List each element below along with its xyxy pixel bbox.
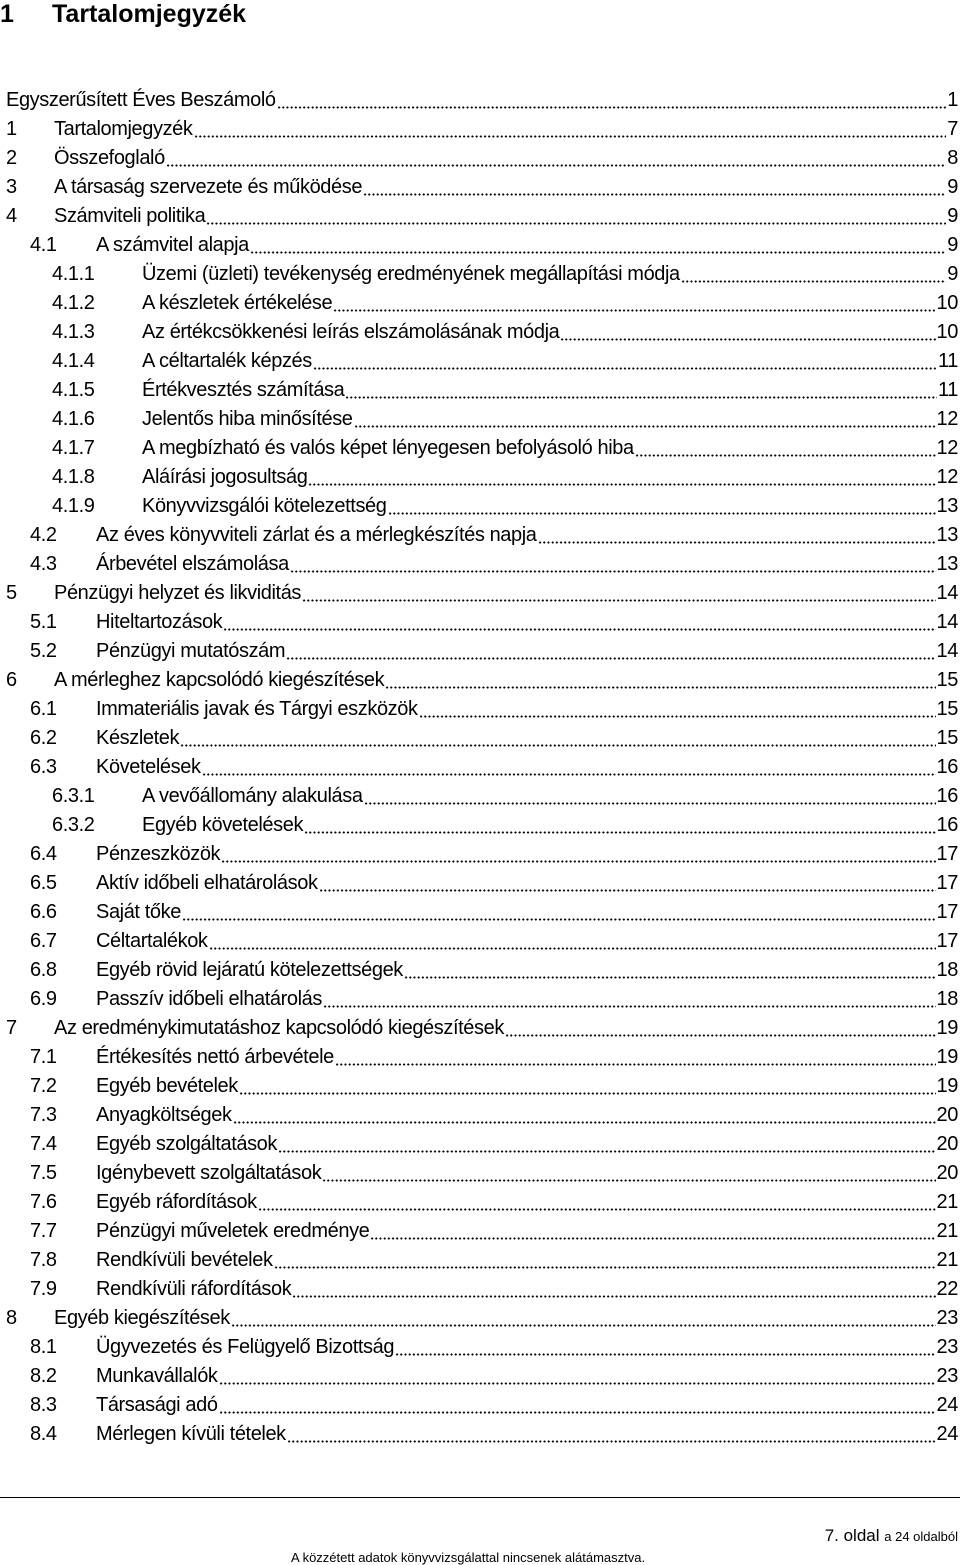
toc-entry-title: Egyéb ráfordítások [96,1191,257,1213]
toc-entry-number: 8.1 [30,1336,57,1358]
dot-leader [180,724,935,753]
toc-entry-number: 7.8 [30,1249,57,1271]
dot-leader [206,202,946,231]
toc-entry-number: 6.4 [30,843,57,865]
toc-entry-title: Pénzeszközök [96,843,221,865]
toc-entry-number: 6.3 [30,756,57,778]
toc-entry-number: 7.3 [30,1104,57,1126]
toc-entry-page: 20 [936,1133,958,1155]
toc-entry-title: Jelentős hiba minősítése [142,408,353,430]
toc-entry[interactable] [0,318,958,347]
dot-leader [345,376,937,405]
toc-entry-page: 17 [936,843,958,865]
toc-entry-number: 4.2 [30,524,57,546]
toc-entry-title: Rendkívüli ráfordítások [96,1278,292,1300]
toc-entry[interactable] [0,753,958,782]
toc-entry[interactable] [0,869,958,898]
toc-entry-page: 23 [936,1307,958,1329]
toc-entry-page: 15 [936,727,958,749]
dot-leader [277,86,947,115]
toc-entry-number: 7.1 [30,1046,57,1068]
toc-entry[interactable] [0,898,958,927]
dot-leader [385,666,935,695]
toc-entry-number: 4.1.3 [52,321,95,343]
toc-entry-number: 6.7 [30,930,57,952]
dot-leader [363,173,946,202]
toc-entry[interactable] [0,202,958,231]
toc-entry-page: 16 [936,785,958,807]
toc-entry-number: 6.3.2 [52,814,95,836]
toc-entry-number: 7 [6,1017,17,1039]
toc-entry[interactable] [0,86,958,115]
dot-leader [404,956,936,985]
toc-entry-number: 4.1.9 [52,495,95,517]
toc-entry-number: 7.2 [30,1075,57,1097]
toc-entry-page: 21 [936,1220,958,1242]
toc-entry[interactable] [0,115,958,144]
toc-entry-title: A készletek értékelése [142,292,333,314]
toc-entry-number: 4.1 [30,234,57,256]
toc-entry-title: Árbevétel elszámolása [96,553,289,575]
toc-entry[interactable] [0,1101,958,1130]
page-current: 7. oldal [824,1526,880,1545]
toc-entry-title: Üzemi (üzleti) tevékenység eredményének megállapítási módja [142,263,680,285]
toc-entry-number: 7.9 [30,1278,57,1300]
toc-entry-page: 9 [947,205,958,227]
toc-entry[interactable] [0,1333,958,1362]
toc-entry-title: Könyvvizsgálói kötelezettség [142,495,387,517]
toc-entry-page: 13 [936,495,958,517]
toc-entry-number: 8.3 [30,1394,57,1416]
toc-entry-page: 12 [936,466,958,488]
dot-leader [308,463,935,492]
toc-entry-number: 3 [6,176,17,198]
dot-leader [304,811,935,840]
toc-entry-number: 6.9 [30,988,57,1010]
toc-entry[interactable] [0,782,958,811]
toc-entry-page: 21 [936,1249,958,1271]
dot-leader [419,695,936,724]
dot-leader [323,985,936,1014]
toc-entry-page: 16 [936,814,958,836]
toc-entry[interactable] [0,1391,958,1420]
toc-entry-number: 5.2 [30,640,57,662]
toc-entry[interactable] [0,492,958,521]
dot-leader [333,289,935,318]
toc-entry[interactable] [0,927,958,956]
toc-entry[interactable] [0,1420,958,1449]
toc-entry-title: Egyéb szolgáltatások [96,1133,278,1155]
toc-entry-page: 19 [936,1017,958,1039]
toc-entry-number: 6.2 [30,727,57,749]
toc-entry[interactable] [0,608,958,637]
toc-entry-title: Egyéb rövid lejáratú kötelezettségek [96,959,403,981]
toc-entry-title: A céltartalék képzés [142,350,312,372]
toc-entry[interactable] [0,144,958,173]
toc-entry[interactable] [0,347,958,376]
toc-entry-number: 6.5 [30,872,57,894]
toc-entry[interactable] [0,840,958,869]
toc-entry-title: Az eredménykimutatáshoz kapcsolódó kiegészítések [54,1017,504,1039]
dot-leader [364,782,936,811]
toc-entry-page: 19 [936,1046,958,1068]
toc-entry-page: 15 [936,669,958,691]
dot-leader [182,898,936,927]
toc-entry-page: 10 [936,321,958,343]
toc-entry-title: A számvitel alapja [96,234,249,256]
toc-entry-title: Rendkívüli bevételek [96,1249,273,1271]
toc-entry[interactable] [0,1362,958,1391]
toc-entry[interactable] [0,260,958,289]
toc-entry-number: 4 [6,205,17,227]
toc-entry-title: Összefoglaló [54,147,165,169]
dot-leader [635,434,936,463]
toc-entry[interactable] [0,1130,958,1159]
toc-entry-title: Ügyvezetés és Felügyelő Bizottság [96,1336,395,1358]
toc-entry-page: 17 [936,872,958,894]
dot-leader [538,521,936,550]
toc-entry-page: 23 [936,1365,958,1387]
dot-leader [166,144,946,173]
dot-leader [233,1101,936,1130]
toc-entry-title: Egyszerűsített Éves Beszámoló [6,89,276,111]
toc-entry-number: 7.6 [30,1191,57,1213]
dot-leader [335,1043,936,1072]
toc-entry-title: Pénzügyi műveletek eredménye [96,1220,370,1242]
dot-leader [258,1188,936,1217]
toc-entry-number: 8 [6,1307,17,1329]
heading-title: Tartalomjegyzék [52,0,247,28]
toc-entry[interactable] [0,1304,958,1333]
toc-entry-number: 7.7 [30,1220,57,1242]
toc-entry-title: Passzív időbeli elhatárolás [96,988,322,1010]
page-indicator [825,1526,958,1546]
dot-leader [219,1391,936,1420]
toc-entry[interactable] [0,579,958,608]
dot-leader [505,1014,936,1043]
dot-leader [250,231,946,260]
toc-entry-page: 22 [936,1278,958,1300]
toc-entry[interactable] [0,1246,958,1275]
toc-entry-page: 1 [947,89,958,111]
toc-entry-page: 17 [936,930,958,952]
toc-entry[interactable] [0,1014,958,1043]
toc-entry-number: 4.1.2 [52,292,95,314]
toc-entry-title: Társasági adó [96,1394,218,1416]
toc-entry[interactable] [0,956,958,985]
toc-entry-number: 7.5 [30,1162,57,1184]
toc-entry-title: Egyéb követelések [142,814,304,836]
toc-entry[interactable] [0,1159,958,1188]
dot-leader [313,347,937,376]
dot-leader [221,840,935,869]
toc-entry-page: 18 [936,988,958,1010]
toc-entry-title: Az értékcsökkenési leírás elszámolásának módja [142,321,560,343]
toc-entry-title: Értékvesztés számítása [142,379,345,401]
toc-entry[interactable] [0,985,958,1014]
toc-entry-page: 8 [947,147,958,169]
toc-entry-page: 14 [936,582,958,604]
toc-entry-number: 8.2 [30,1365,57,1387]
toc-entry-title: Hiteltartozások [96,611,223,633]
toc-entry-page: 9 [947,234,958,256]
toc-entry-page: 9 [947,263,958,285]
dot-leader [322,1159,935,1188]
dot-leader [290,550,936,579]
toc-entry[interactable] [0,1217,958,1246]
toc-entry[interactable] [0,811,958,840]
toc-entry-title: A vevőállomány alakulása [142,785,363,807]
toc-entry[interactable] [0,434,958,463]
toc-entry-title: Értékesítés nettó árbevétele [96,1046,334,1068]
toc-entry-title: Mérlegen kívüli tételek [96,1423,286,1445]
toc-entry-number: 4.1.6 [52,408,95,430]
dot-leader [560,318,935,347]
toc-entry[interactable] [0,666,958,695]
dot-leader [278,1130,936,1159]
toc-entry-number: 8.4 [30,1423,57,1445]
toc-entry-number: 5 [6,582,17,604]
toc-entry-title: A megbízható és valós képet lényegesen befolyásoló hiba [142,437,634,459]
toc-entry-page: 15 [936,698,958,720]
dot-leader [370,1217,935,1246]
dot-leader [292,1275,935,1304]
dot-leader [395,1333,935,1362]
toc-entry-page: 14 [936,640,958,662]
toc-entry-title: A mérleghez kapcsolódó kiegészítések [54,669,385,691]
toc-entry[interactable] [0,1072,958,1101]
toc-entry[interactable] [0,173,958,202]
dot-leader [194,115,947,144]
toc-entry-page: 13 [936,524,958,546]
toc-entry-number: 4.1.8 [52,466,95,488]
toc-entry-number: 6.3.1 [52,785,95,807]
toc-entry-number: 4.1.4 [52,350,95,372]
toc-heading [0,0,246,34]
toc-entry[interactable] [0,724,958,753]
toc-entry-page: 24 [936,1394,958,1416]
dot-leader [302,579,936,608]
toc-entry-page: 18 [936,959,958,981]
toc-entry[interactable] [0,637,958,666]
toc-entry-title: A társaság szervezete és működése [54,176,363,198]
dot-leader [286,637,935,666]
toc-entry-number: 5.1 [30,611,57,633]
dot-leader [239,1072,936,1101]
toc-entry-number: 6 [6,669,17,691]
toc-entry-page: 11 [938,379,958,401]
footer-disclaimer: A közzétett adatok könyvvizsgálattal nincsenek alátámasztva. [291,1550,646,1565]
footer-divider [0,1497,960,1498]
toc-entry[interactable] [0,405,958,434]
toc-entry-page: 17 [936,901,958,923]
toc-entry-page: 12 [936,408,958,430]
toc-entry-number: 1 [6,118,17,140]
toc-entry-title: Munkavállalók [96,1365,218,1387]
toc-entry-title: Az éves könyvviteli zárlat és a mérlegkészítés napja [96,524,537,546]
toc-entry-page: 20 [936,1162,958,1184]
toc-entry[interactable] [0,463,958,492]
dot-leader [287,1420,936,1449]
dot-leader [319,869,936,898]
toc-entry-page: 7 [947,118,958,140]
toc-entry-number: 7.4 [30,1133,57,1155]
toc-entry-title: Aktív időbeli elhatárolások [96,872,318,894]
toc-entry[interactable] [0,1043,958,1072]
toc-entry-title: Céltartalékok [96,930,208,952]
toc-entry-title: Pénzügyi mutatószám [96,640,286,662]
dot-leader [219,1362,936,1391]
toc-entry-number: 2 [6,147,17,169]
heading-number: 1 [0,0,14,28]
toc-entry-title: Követelések [96,756,201,778]
toc-entry-number: 6.1 [30,698,57,720]
toc-entry-title: Igénybevett szolgáltatások [96,1162,322,1184]
toc-entry-number: 4.1.1 [52,263,95,285]
toc-entry-title: Készletek [96,727,180,749]
toc-entry[interactable] [0,1275,958,1304]
toc-entry-title: Saját tőke [96,901,181,923]
toc-entry-page: 23 [936,1336,958,1358]
toc-entry-page: 10 [936,292,958,314]
toc-entry-title: Anyagköltségek [96,1104,232,1126]
toc-entry[interactable] [0,550,958,579]
toc-entry-page: 19 [936,1075,958,1097]
toc-entry-title: Tartalomjegyzék [54,118,193,140]
toc-entry-title: Aláírási jogosultság [142,466,308,488]
toc-entry-page: 12 [936,437,958,459]
toc-entry-title: Egyéb kiegészítések [54,1307,230,1329]
toc-entry[interactable] [0,376,958,405]
toc-entry-number: 4.3 [30,553,57,575]
toc-entry-page: 21 [936,1191,958,1213]
dot-leader [274,1246,936,1275]
toc-entry[interactable] [0,289,958,318]
dot-leader [354,405,936,434]
dot-leader [202,753,936,782]
toc-entry-number: 4.1.5 [52,379,95,401]
toc-entry-title: Egyéb bevételek [96,1075,238,1097]
toc-entry[interactable] [0,231,958,260]
toc-entry-title: Számviteli politika [54,205,206,227]
table-of-contents [0,86,958,1449]
toc-entry-page: 16 [936,756,958,778]
toc-entry-page: 13 [936,553,958,575]
toc-entry-title: Immateriális javak és Tárgyi eszközök [96,698,418,720]
toc-entry-number: 4.1.7 [52,437,95,459]
toc-entry[interactable] [0,1188,958,1217]
toc-entry-title: Pénzügyi helyzet és likviditás [54,582,302,604]
dot-leader [388,492,936,521]
toc-entry-page: 9 [947,176,958,198]
dot-leader [223,608,935,637]
toc-entry[interactable] [0,695,958,724]
toc-entry-page: 11 [938,350,958,372]
toc-entry-page: 20 [936,1104,958,1126]
dot-leader [681,260,946,289]
toc-entry-number: 6.6 [30,901,57,923]
toc-entry-page: 14 [936,611,958,633]
toc-entry[interactable] [0,521,958,550]
toc-entry-page: 24 [936,1423,958,1445]
page-total: a 24 oldalból [884,1529,958,1544]
toc-entry-number: 6.8 [30,959,57,981]
dot-leader [231,1304,936,1333]
dot-leader [209,927,936,956]
